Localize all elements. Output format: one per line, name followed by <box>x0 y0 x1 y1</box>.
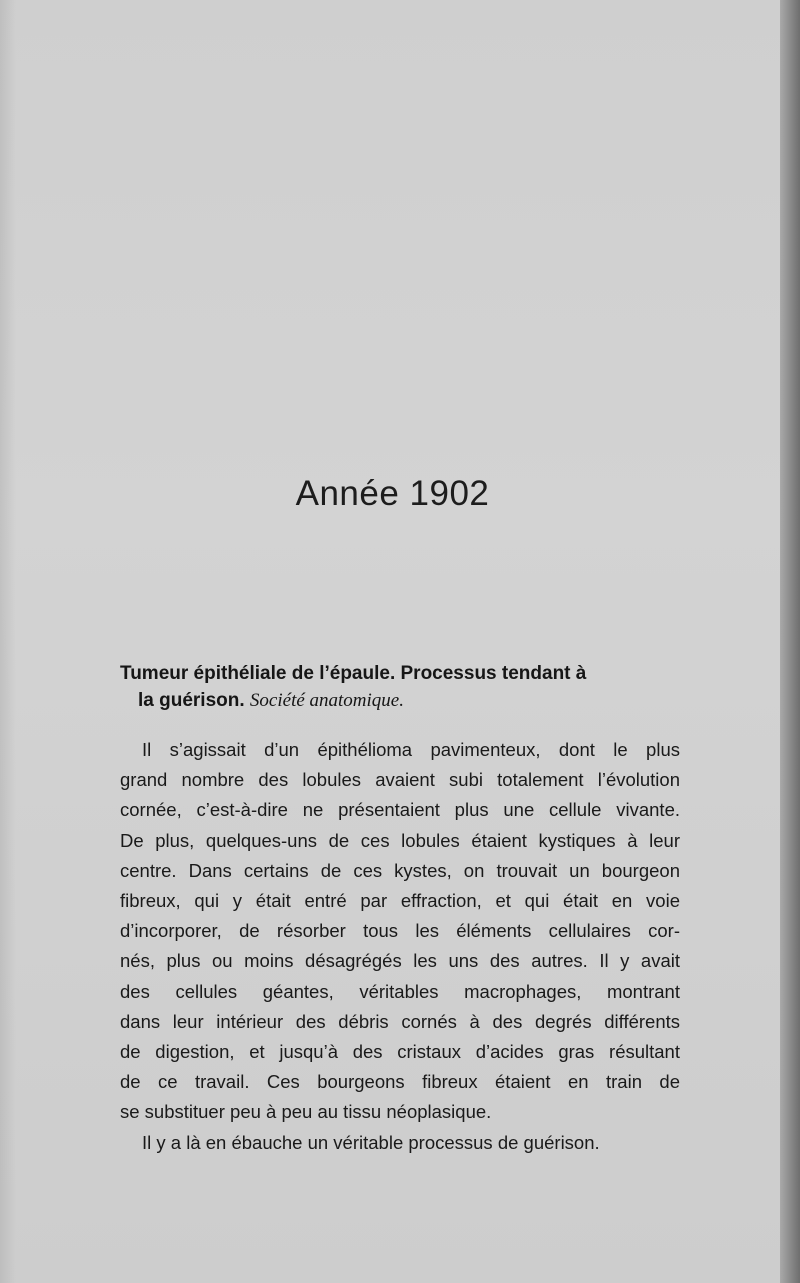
body-line: des cellules géantes, véritables macrophages, montrant <box>120 980 680 1002</box>
year-heading: Année 1902 <box>295 474 490 513</box>
body-line: dans leur intérieur des débris cornés à des degrés différents <box>120 1010 680 1032</box>
article-title-bold-2: la guérison. <box>138 690 245 711</box>
article-title-line-2 <box>120 687 695 714</box>
body-line: de ce travail. Ces bourgeons fibreux étaient en train de <box>120 1071 680 1093</box>
body-line: Il y a là en ébauche un véritable processus de guérison. <box>142 1131 600 1153</box>
article-title-bold-1: Tumeur épithéliale de l’épaule. Processus tendant à <box>120 663 587 684</box>
body-line: cornée, c’est-à-dire ne présentaient plus une cellule vivante. <box>120 799 680 821</box>
paragraph-1 <box>120 735 680 1128</box>
page-edge <box>780 0 800 1283</box>
body-line: d’incorporer, de résorber tous les éléments cellulaires cor- <box>120 920 680 942</box>
body-line: grand nombre des lobules avaient subi totalement l’évolution <box>120 769 680 791</box>
article-body <box>120 735 680 1158</box>
article-title <box>120 660 695 714</box>
body-line: nés, plus ou moins désagrégés les uns des autres. Il y avait <box>120 950 680 972</box>
article-title-source: Société anatomique. <box>249 690 404 711</box>
body-line: De plus, quelques-uns de ces lobules étaient kystiques à leur <box>120 829 680 851</box>
paragraph-2 <box>120 1128 680 1158</box>
article-title-line-1 <box>120 660 695 687</box>
body-line: se substituer peu à peu au tissu néoplasique. <box>120 1101 492 1123</box>
page-shadow <box>0 0 16 1283</box>
body-line: centre. Dans certains de ces kystes, on trouvait un bourgeon <box>120 859 680 881</box>
body-line: de digestion, et jusqu’à des cristaux d’acides gras résultant <box>120 1041 680 1063</box>
body-line: Il s’agissait d’un épithélioma pavimenteux, dont le plus <box>142 739 680 760</box>
body-line: fibreux, qui y était entré par effraction, et qui était en voie <box>120 890 680 912</box>
